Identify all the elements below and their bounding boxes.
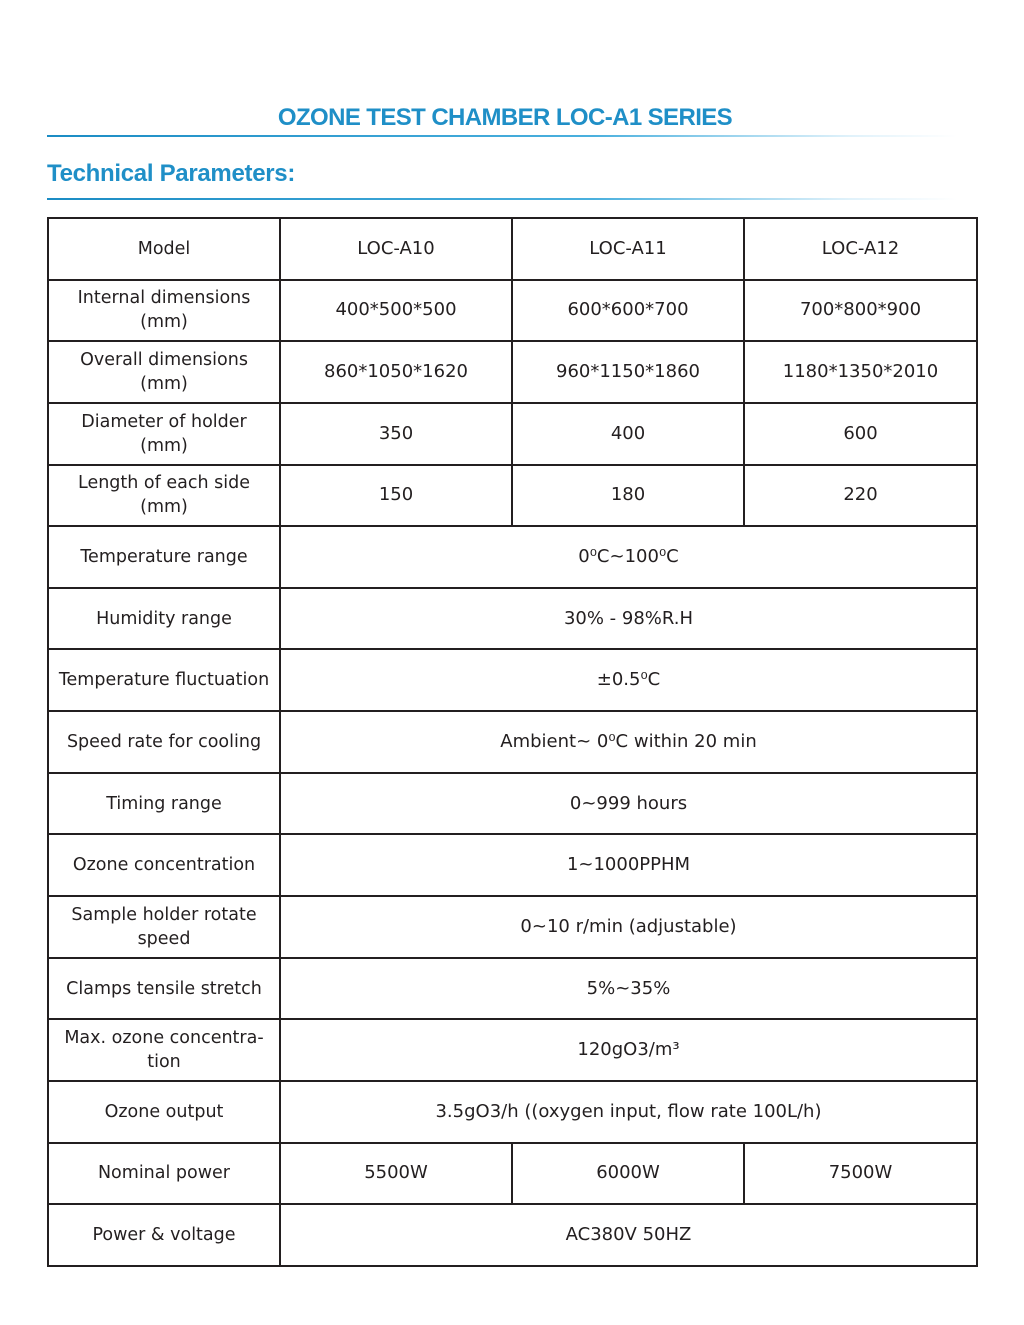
- row-value-merged: 5%~35%: [280, 958, 977, 1020]
- row-label: Ozone output: [48, 1081, 280, 1143]
- model-header-cell: LOC-A12: [744, 218, 977, 280]
- table-row: [48, 896, 977, 958]
- row-value: 220: [744, 465, 977, 527]
- row-label: Diameter of holder (mm): [48, 403, 280, 465]
- row-value-merged: 1~1000PPHM: [280, 834, 977, 896]
- row-label: Ozone concentration: [48, 834, 280, 896]
- model-header-label: Model: [48, 218, 280, 280]
- table-row: [48, 403, 977, 465]
- row-label: Length of each side (mm): [48, 465, 280, 527]
- row-value: 6000W: [512, 1143, 744, 1205]
- model-header-cell: LOC-A11: [512, 218, 744, 280]
- row-value-merged: 0~999 hours: [280, 773, 977, 835]
- row-label: Humidity range: [48, 588, 280, 650]
- table-row: [48, 773, 977, 835]
- table-row: [48, 280, 977, 342]
- row-value: 5500W: [280, 1143, 512, 1205]
- technical-parameters-table: [47, 217, 978, 1267]
- table-header-row: [48, 218, 977, 280]
- row-value: 1180*1350*2010: [744, 341, 977, 403]
- section-divider: [47, 198, 957, 200]
- row-value: 860*1050*1620: [280, 341, 512, 403]
- title-divider: [47, 135, 957, 137]
- row-label: Nominal power: [48, 1143, 280, 1205]
- table-row: [48, 465, 977, 527]
- row-label: Speed rate for cooling: [48, 711, 280, 773]
- table-row: [48, 1143, 977, 1205]
- row-label: Temperature fluctuation: [48, 649, 280, 711]
- row-label: Internal dimensions (mm): [48, 280, 280, 342]
- table-row: [48, 1204, 977, 1266]
- table-row: [48, 341, 977, 403]
- table-row: [48, 588, 977, 650]
- row-label: Timing range: [48, 773, 280, 835]
- row-value: 600*600*700: [512, 280, 744, 342]
- row-label: Clamps tensile stretch: [48, 958, 280, 1020]
- table-row: [48, 1081, 977, 1143]
- row-value-merged: 120gO3/m³: [280, 1019, 977, 1081]
- row-value: 350: [280, 403, 512, 465]
- table-row: [48, 711, 977, 773]
- table-row: [48, 1019, 977, 1081]
- table-row: [48, 834, 977, 896]
- table-row: [48, 958, 977, 1020]
- row-value-merged: Ambient~ 0⁰C within 20 min: [280, 711, 977, 773]
- model-header-cell: LOC-A10: [280, 218, 512, 280]
- document-title: OZONE TEST CHAMBER LOC-A1 SERIES: [277, 104, 733, 131]
- row-value: 150: [280, 465, 512, 527]
- row-label: Overall dimensions (mm): [48, 341, 280, 403]
- row-value: 180: [512, 465, 744, 527]
- row-value-merged: 3.5gO3/h ((oxygen input, flow rate 100L/h): [280, 1081, 977, 1143]
- row-label: Sample holder rotate speed: [48, 896, 280, 958]
- row-label: Power & voltage: [48, 1204, 280, 1266]
- row-value: 600: [744, 403, 977, 465]
- row-label: Max. ozone concentra- tion: [48, 1019, 280, 1081]
- table-row: [48, 526, 977, 588]
- table-row: [48, 649, 977, 711]
- section-title: Technical Parameters:: [47, 160, 296, 187]
- row-value: 7500W: [744, 1143, 977, 1205]
- row-value-merged: ±0.5⁰C: [280, 649, 977, 711]
- row-value-merged: 30% - 98%R.H: [280, 588, 977, 650]
- row-value-merged: 0⁰C~100⁰C: [280, 526, 977, 588]
- row-value-merged: AC380V 50HZ: [280, 1204, 977, 1266]
- row-value: 700*800*900: [744, 280, 977, 342]
- row-value: 960*1150*1860: [512, 341, 744, 403]
- row-value-merged: 0~10 r/min (adjustable): [280, 896, 977, 958]
- row-label: Temperature range: [48, 526, 280, 588]
- row-value: 400*500*500: [280, 280, 512, 342]
- row-value: 400: [512, 403, 744, 465]
